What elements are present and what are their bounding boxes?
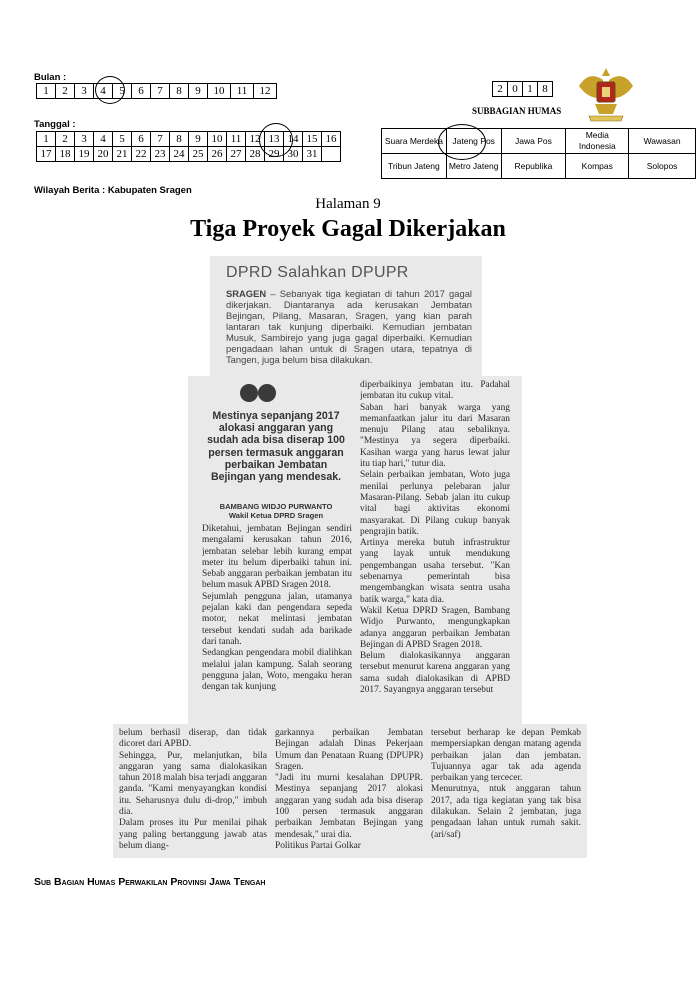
tanggal-cell: 20 [94,147,113,162]
tanggal-cell: 28 [246,147,265,162]
bulan-cell: 2 [56,84,75,99]
tanggal-cell: 16 [322,132,341,147]
quote-marks-icon [238,382,278,404]
tanggal-cell: 15 [303,132,322,147]
subbagian-label: SUBBAGIAN HUMAS [472,106,562,116]
tanggal-cell: 9 [189,132,208,147]
year-cell: 8 [538,82,553,97]
body-column-left: Diketahui, jembatan Bejingan sendiri mengalami kerusakan tahun 2016, jembatan selebar lebih kurang empat meter itu belum diperbaiki tahun ini. Sebab anggaran perbaikan jembatan itu belum masuk APBD Sragen 2018. Sejumlah pengguna jalan, utamanya pejalan kaki dan pengendara sepeda motor, nekat melintasi jembatan tersebut kendati sudah ada barikade dari tanah. Sedangkan pengendara mobil dialihkan melalui jalan kampung. Salah seorang pengguna jalan, Woto, mengaku heran dengan tak kunjung [202,524,352,693]
tanggal-cell: 29 [265,147,284,162]
quote-role: Wakil Ketua DPRD Sragen [228,511,324,520]
media-kompas: Kompas [566,154,629,179]
bulan-cell: 6 [132,84,151,99]
tanggal-table [36,131,341,162]
tanggal-cell: 6 [132,132,151,147]
body-column-right: diperbaikinya jembatan itu. Padahal jembatan itu cukup vital. Saban hari banyak warga yang memanfaatkan jalur itu dari Masaran menuju Pilang atau sebaliknya. "Mestinya ya segera diperbaiki. Kasihan warga yang harus lewat jalur itu tiap hari," tutur dia. Selain perbaikan jembatan, Woto juga menilai perlunya pelebaran jalur Masaran-Pilang. Sebab jalan itu cukup vital bagi aktivitas ekonomi masyarakat. Di Pilang cukup banyak pengrajin batik. Artinya mereka butuh infrastruktur yang layak untuk mendukung pengembangan usaha tersebut. "Kan sebenarnya pemerintah bisa mengembangkan wisata sentra usaha batik warga," kata dia. Wakil Ketua DPRD Sragen, Bambang Widjo Purwanto, mengungkapkan adanya anggaran perbaikan Jembatan Bejingan di APBD Sragen 2018. Belum dialokasikannya anggaran tersebut menurut karena anggaran yang sama sudah dialokasikan di APBD 2017. Sayangnya anggaran tersebut [360,380,510,696]
tanggal-label: Tanggal : [34,119,76,130]
tanggal-cell: 24 [170,147,189,162]
bulan-cell: 11 [231,84,254,99]
bulan-cell: 4 [94,84,113,99]
tanggal-cell: 21 [113,147,132,162]
media-selected-circle [438,124,486,160]
year-table [492,81,553,97]
tanggal-cell [322,147,341,162]
tanggal-cell: 19 [75,147,94,162]
tanggal-cell: 30 [284,147,303,162]
media-republika: Republika [501,154,566,179]
bulan-label: Bulan : [34,72,67,83]
tanggal-cell: 4 [94,132,113,147]
continuation-column-3: tersebut berharap ke depan Pemkab mempersiapkan dengan matang agenda perbaikan jalan dan jembatan. Tujuannya agar tak ada agenda perbaikan yang tercecer. Menurutnya, ntuk anggaran tahun 2017, ada tiga kegiatan yang tak bisa dilakukan. Selain 2 jembatan, juga pengadaan lahan untuk rumah sakit. (ari/saf) [431,728,581,840]
tanggal-cell: 13 [265,132,284,147]
media-table [381,128,696,179]
garuda-emblem-icon [575,64,637,124]
kicker: DPRD Salahkan DPUPR [226,264,409,281]
tanggal-cell: 22 [132,147,151,162]
bulan-cell: 10 [208,84,231,99]
tanggal-cell: 1 [37,132,56,147]
tanggal-cell: 18 [56,147,75,162]
tanggal-cell: 12 [246,132,265,147]
bulan-cell: 9 [189,84,208,99]
tanggal-cell: 11 [227,132,246,147]
wilayah-berita: Wilayah Berita : Kabupaten Sragen [34,185,192,196]
tanggal-selected-circle [259,123,293,157]
page-number: Halaman 9 [315,196,381,212]
media-wawasan: Wawasan [629,129,696,154]
clipping-lead [210,256,482,377]
tanggal-cell: 25 [189,147,208,162]
lead-text: – Sebanyak tiga kegiatan di tahun 2017 gagal dikerjakan. Diantaranya ada kerusakan Jembatan Bejingan, Pilang, Masaran, Sragen, yang kian parah lantaran tak kunjung diperbaiki. Kemudian jembatan Musuk, Sambirejo yang juga gagal diperbaiki. Kemudian pengadaan lahan untuk di Sragen utara, tepatnya di Tangen, juga belum bisa dilakukan. [226,288,472,365]
tanggal-cell: 3 [75,132,94,147]
clipping-continuation [113,724,587,858]
continuation-column-2: garkannya perbaikan Jembatan Bejingan adalah Dinas Pekerjaan Umum dan Penataan Ruang (DPUPR) Sragen. "Jadi itu murni kesalahan DPUPR. Mestinya sepanjang 2017 alokasi anggaran yang sudah ada bisa diserap 100 persen termasuk anggaran perbaikan Jembatan Bejingan yang mendesak," urai dia. Politikus Partai Golkar [275,728,423,851]
headline: Tiga Proyek Gagal Dikerjakan [190,216,506,242]
lead-paragraph [226,288,472,365]
bulan-cell: 7 [151,84,170,99]
tanggal-cell: 7 [151,132,170,147]
bulan-cell: 5 [113,84,132,99]
year-cell: 2 [493,82,508,97]
pull-quote: Mestinya sepanjang 2017 alokasi anggaran yang sudah ada bisa diserap 100 persen termasuk anggaran perbaikan Jembatan Bejingan yang mendesak. [207,410,345,484]
bulan-selected-circle [95,76,125,104]
media-jateng-pos: Jateng Pos [446,129,501,154]
media-jawa-pos: Jawa Pos [501,129,566,154]
footer-text: Sub Bagian Humas Perwakilan Provinsi Jawa Tengah [34,876,266,888]
media-solopos: Solopos [629,154,696,179]
clipping-body [188,376,522,725]
media-tribun-jateng: Tribun Jateng [382,154,447,179]
tanggal-cell: 10 [208,132,227,147]
tanggal-cell: 26 [208,147,227,162]
year-cell: 0 [508,82,523,97]
bulan-cell: 12 [254,84,277,99]
media-metro-jateng: Metro Jateng [446,154,501,179]
bulan-table [36,83,277,99]
tanggal-cell: 31 [303,147,322,162]
quote-attribution [202,502,350,520]
tanggal-cell: 8 [170,132,189,147]
tanggal-cell: 5 [113,132,132,147]
bulan-cell: 3 [75,84,94,99]
tanggal-cell: 14 [284,132,303,147]
lead-dateline: SRAGEN [226,288,267,299]
media-suara-merdeka: Suara Merdeka [382,129,447,154]
tanggal-cell: 2 [56,132,75,147]
tanggal-cell: 17 [37,147,56,162]
quote-name: BAMBANG WIDJO PURWANTO [219,502,333,511]
bulan-cell: 8 [170,84,189,99]
year-cell: 1 [523,82,538,97]
media-media-indonesia: Media Indonesia [566,129,629,154]
tanggal-cell: 23 [151,147,170,162]
continuation-column-1: belum berhasil diserap, dan tidak dicoret dari APBD. Sehingga, Pur, melanjutkan, bila anggaran yang sama dialokasikan tahun 2018 malah bisa terjadi anggaran ganda. "Kami menyayangkan kondisi itu. Seharusnya dulu di-drop," imbuh dia. Dalam proses itu Pur menilai pihak yang paling bertanggung jawab atas belum diang- [119,728,267,851]
bulan-cell: 1 [37,84,56,99]
tanggal-cell: 27 [227,147,246,162]
